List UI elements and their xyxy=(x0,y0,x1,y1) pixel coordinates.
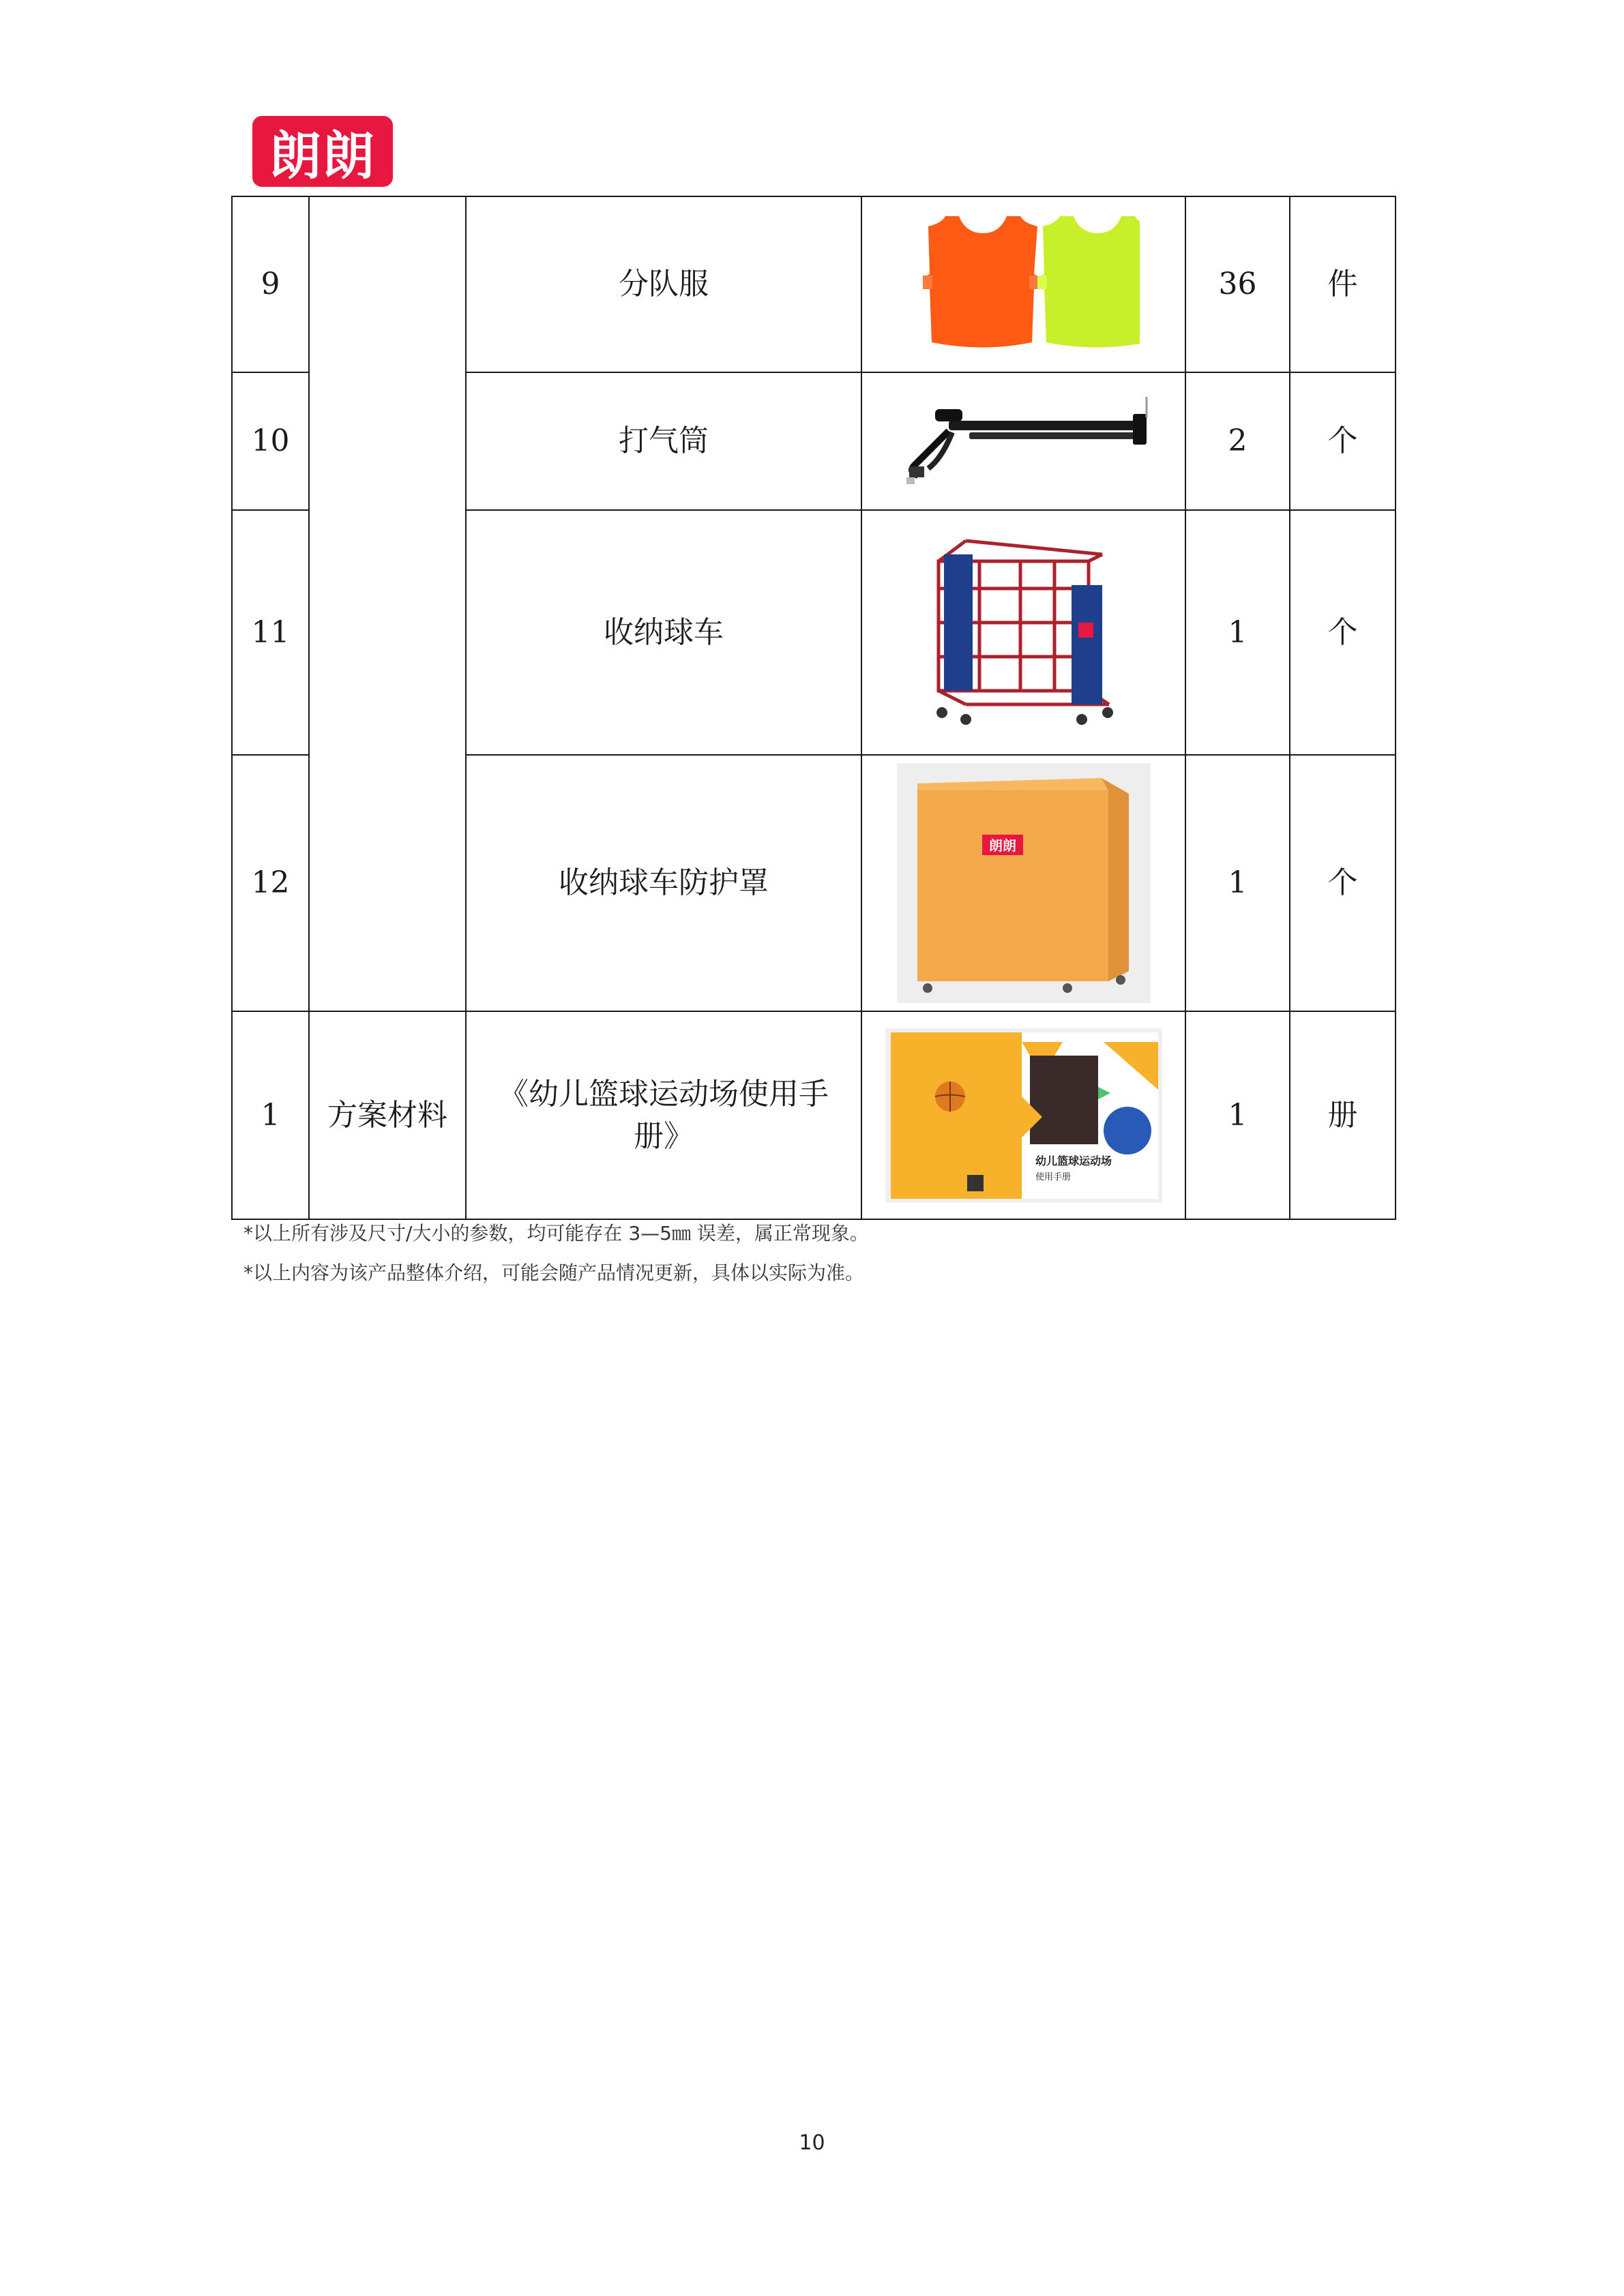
item-image-cell xyxy=(861,372,1185,510)
items-table xyxy=(231,196,1396,1220)
item-number: 1 xyxy=(232,1011,309,1219)
svg-text:使用手册: 使用手册 xyxy=(1035,1172,1071,1182)
svg-text:朗朗: 朗朗 xyxy=(988,837,1016,854)
item-number: 9 xyxy=(232,196,309,372)
footnote: *以上所有涉及尺寸/大小的参数，均可能存在 3—5㎜ 误差，属正常现象。 xyxy=(243,1222,869,1244)
item-unit: 个 xyxy=(1290,755,1396,1011)
item-quantity: 1 xyxy=(1185,510,1290,755)
svg-text:幼儿篮球运动场: 幼儿篮球运动场 xyxy=(1035,1154,1112,1167)
item-quantity: 2 xyxy=(1185,372,1290,510)
item-image-cell xyxy=(861,196,1185,372)
item-image-cell xyxy=(861,510,1185,755)
item-name: 打气筒 xyxy=(466,372,861,510)
cart-cover-image xyxy=(897,763,1151,1003)
item-name: 《幼儿篮球运动场使用手册》 xyxy=(466,1011,861,1219)
item-quantity: 36 xyxy=(1185,196,1290,372)
item-number: 10 xyxy=(232,372,309,510)
pump-image xyxy=(887,390,1160,492)
item-unit: 件 xyxy=(1290,196,1396,372)
item-number: 11 xyxy=(232,510,309,755)
item-name: 收纳球车 xyxy=(466,510,861,755)
item-unit: 个 xyxy=(1290,510,1396,755)
item-unit: 个 xyxy=(1290,372,1396,510)
page-number: 10 xyxy=(799,2131,825,2155)
vests-image xyxy=(908,213,1140,356)
ball-cart-image xyxy=(925,534,1123,732)
item-name: 收纳球车防护罩 xyxy=(466,755,861,1011)
footnotes xyxy=(243,1214,869,1293)
brand-logo: 朗朗 xyxy=(252,116,393,187)
item-unit: 册 xyxy=(1290,1011,1396,1219)
item-name: 分队服 xyxy=(466,196,861,372)
item-image-cell xyxy=(861,1011,1185,1219)
item-number: 12 xyxy=(232,755,309,1011)
item-image-cell xyxy=(861,755,1185,1011)
table-row xyxy=(232,196,1396,372)
item-quantity: 1 xyxy=(1185,1011,1290,1219)
item-quantity: 1 xyxy=(1185,755,1290,1011)
footnote: *以上内容为该产品整体介绍，可能会随产品情况更新，具体以实际为准。 xyxy=(243,1262,865,1284)
table-row xyxy=(232,1011,1396,1219)
item-category xyxy=(309,196,466,1011)
manual-image xyxy=(885,1028,1162,1203)
item-category: 方案材料 xyxy=(309,1011,466,1219)
